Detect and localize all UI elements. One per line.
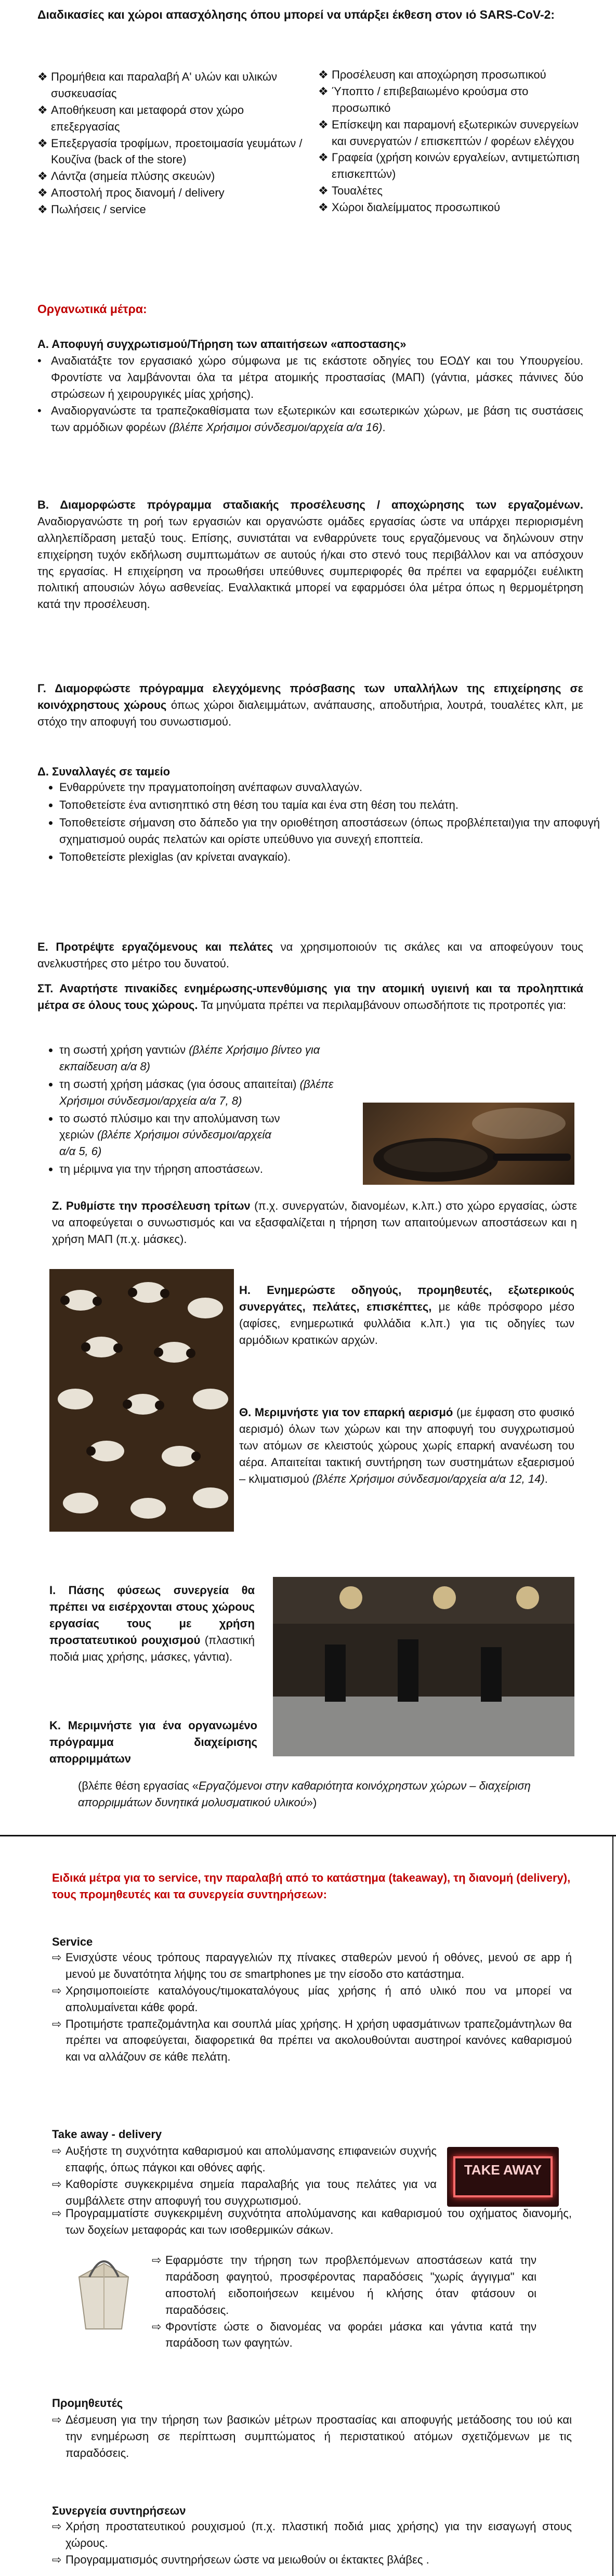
list-item: ❖ Λάντζα (σημεία πλύσης σκευών) [37,168,308,185]
maintenance-heading: Συνεργεία συντηρήσεων [52,2504,186,2517]
intro-title: Διαδικασίες και χώροι απασχόλησης όπου μπορεί να υπάρξει έκθεση στον ιό SARS-CoV-2: [37,8,555,21]
diamond-arrow-icon: ❖ [37,70,48,83]
sec-i: Ι. Πάσης φύσεως συνεργεία θα πρέπει να εισέρχονται στους χώρους εργασίας τους με χρήση προστατευτικού ρουχισμού (πλαστική ποδιά μιας χρήσης, μάσκες, γάντια). [49,1584,255,1663]
suppliers-heading: Προμηθευτές [52,2397,123,2410]
arrow-icon: ⇨ [52,2413,62,2426]
service-list [52,1949,572,2065]
sec-z: Ζ. Ρυθμίστε την προσέλευση τρίτων (π.χ. συνεργατών, διανομέων, κ.λπ.) στο χώρο εργασίας, ώστε να αποφεύγεται ο συνωστισμός και να εξασφαλίζεται η τήρηση των απαιτούμενων αποστάσεων και η χρήση ΜΑΠ (π.χ. μάσκες). [52,1199,577,1246]
maintenance-list [52,2518,572,2568]
sec-a-bullet-2: • Αναδιοργανώστε τα τραπεζοκαθίσματα των εξωτερικών και εσωτερικών χώρων, με βάση τις συστάσεις των αρμόδιων φορέων (βλέπε Χρήσιμοι σύνδεσμοι/αρχεία α/α 16). [37,404,583,434]
arrow-icon: ⇨ [52,1984,62,1997]
page-edge-line [612,1835,613,2576]
kitchen-icon [273,1577,574,1756]
list-item: ⇨ Χρήση προστατευτικού ρουχισμού (π.χ. πλαστική ποδιά μιας χρήσης) για την εισαγωγή στους χώρους. [52,2518,572,2552]
arrow-icon: ⇨ [52,2144,62,2157]
list-item: ❖ Πωλήσεις / service [37,201,308,218]
sec-g: Γ. Διαμορφώστε πρόγραμμα ελεγχόμενης πρόσβασης των υπαλλήλων της επιχείρησης σε κοινόχρηστους χώρους όπως χώροι διαλειμμάτων, ανάπαυσης, αποδυτήρια, λουτρά, τουαλέτες κλπ, με στόχο την αποφυγή του συνωστισμού. [37,682,583,728]
takeaway-sign-text: TAKE AWAY [453,2156,553,2197]
list-item: ❖ Προσέλευση και αποχώρηση προσωπικού [318,67,583,83]
list-item: • τη σωστή χρήση γαντιών (βλέπε Χρήσιμο βίντεο για εκπαίδευση α/α 8) [59,1042,371,1075]
sec-st: ΣΤ. Αναρτήστε πινακίδες ενημέρωσης-υπενθύμισης για την ατομική υγιεινή και τα προληπτικά μέτρα σε όλους τους χώρους. Τα μηνύματα πρέπει να περιλαμβάνουν οπωσδήποτε τις προτροπές για: [37,982,583,1012]
diamond-arrow-icon: ❖ [318,184,329,198]
intro-right-list [318,67,583,216]
diamond-arrow-icon: ❖ [318,68,329,81]
list-item: ⇨ Προγραμματισμός συντηρήσεων ώστε να μειωθούν οι έκτακτες βλάβες . [52,2552,572,2568]
list-item: • τη μέριμνα για την τήρηση αποστάσεων. [59,1161,371,1177]
cooking-pan-photo [363,1103,574,1185]
list-item: ❖ Αποστολή προς διανομή / delivery [37,185,308,201]
restaurant-photo [49,1269,234,1532]
takeaway-box-photo [63,2246,144,2333]
list-item: ⇨ Προγραμματίστε συγκεκριμένη συχνότητα απολύμανσης και καθαρισμού του οχήματος διανομής, των δοχείων μεταφοράς και των ισοθερμικών σάκων. [52,2205,572,2238]
list-item: ⇨ Ενισχύστε νέους τρόπους παραγγελιών πχ πίνακες σταθερών μενού ή οθόνες, μενού σε app ή μενού με δυνατότητα λήψης του σε smartphones με την είσοδο στο κατάστημα. [52,1949,572,1983]
list-item: ❖ Επίσκεψη και παραμονή εξωτερικών συνεργείων και συνεργατών / επισκεπτών / φορέων ελέγχου [318,116,583,150]
list-item: • Ενθαρρύνετε την πραγματοποίηση ανέπαφων συναλλαγών. [59,779,600,796]
list-item: • Τοποθετείστε plexiglas (αν κρίνεται αναγκαίο). [59,849,600,865]
diamond-arrow-icon: ❖ [37,170,48,183]
arrow-icon: ⇨ [52,2553,62,2566]
arrow-icon: ⇨ [52,1951,62,1964]
org-heading: Οργανωτικά μέτρα: [37,302,147,316]
takeaway-heading: Take away - delivery [52,2128,162,2141]
kitchen-photo [273,1577,574,1756]
list-item: ❖ Τουαλέτες [318,183,583,199]
list-item: ⇨ Δέσμευση για την τήρηση των βασικών μέτρων προστασίας και αποφυγής μετάδοσης του ιού και την ενημέρωση σε περίπτωση συμπτώματος ή περιστατικού ατόμων σχετιζόμενων με τις παραδόσεις. [52,2412,572,2462]
restaurant-tables-icon [49,1269,234,1532]
takeaway-box-icon [63,2246,144,2333]
sec-a-heading: Α. Αποφυγή συγχρωτισμού/Τήρηση των απαιτήσεων «αποστασης» [37,338,407,351]
diamond-arrow-icon: ❖ [37,186,48,200]
diamond-arrow-icon: ❖ [318,151,329,164]
diamond-arrow-icon: ❖ [37,136,48,150]
sec-d-heading: Δ. Συναλλαγές σε ταμείο [37,765,171,778]
list-item: ❖ Επεξεργασία τροφίμων, προετοιμασία γευμάτων / Κουζίνα (back of the store) [37,135,308,169]
list-item: • Τοποθετείστε σήμανση στο δάπεδο για την οριοθέτηση αποστάσεων (όπως προβλέπεται)για την αποφυγή σχηματισμού ουράς πελατών και ορίστε υπεύθυνο για συνεχή εποπτεία. [59,814,600,848]
list-item: • τη σωστή χρήση μάσκας (για όσους απαιτείται) (βλέπε Χρήσιμοι σύνδεσμοι/αρχεία α/α 7, 8) [59,1076,371,1109]
sec-a-body [37,353,583,435]
list-item: ❖ Προμήθεια και παραλαβή Α' υλών και υλικών συσκευασίας [37,69,308,102]
diamond-arrow-icon: ❖ [318,201,329,214]
page-divider [0,1835,616,1836]
diamond-arrow-icon: ❖ [318,118,329,131]
list-item: ⇨ Χρησιμοποιείστε καταλόγους/τιμοκαταλόγους μίας χρήσης ή από υλικό που να μπορεί να απολυμαίνεται κάθε φορά. [52,1983,572,2016]
sec-h: Η. Ενημερώστε οδηγούς, προμηθευτές, εξωτερικούς συνεργάτες, πελάτες, επισκέπτες, με κάθε πρόσφορο μέσο (αφίσες, ενημερωτικά φυλλάδια κ.λπ.) για τις οδηγίες των αρμόδιων κρατικών αρχών. [239,1284,574,1347]
takeaway-list [52,2143,437,2209]
takeaway-sub-list [152,2252,536,2351]
sec-st-list [42,1042,371,1179]
list-item: ⇨ Εφαρμόστε την τήρηση των προβλεπόμενων αποστάσεων κατά την παράδοση φαγητού, προσφέροντας παραδόσεις "χωρίς άγγιγμα" και αποστολή ειδοποιήσεων κειμένου ή κλήσης όταν φτάσουν οι παραδόσεις. [152,2252,536,2319]
diamond-arrow-icon: ❖ [37,203,48,216]
service-heading: Service [52,1935,93,1948]
list-item: ⇨ Καθορίστε συγκεκριμένα σημεία παραλαβής για τους πελάτες για να συμβάλλετε στην αποφυγή του συγχρωτισμού. [52,2176,437,2209]
list-item: • το σωστό πλύσιμο και την απολύμανση των χεριών (βλέπε Χρήσιμοι σύνδεσμοι/αρχεία α/α 5, 6) [59,1110,283,1160]
list-item: ❖ Ύποπτο / επιβεβαιωμένο κρούσμα στο προσωπικό [318,83,583,116]
list-item: ❖ Χώροι διαλείμματος προσωπικού [318,199,583,216]
arrow-icon: ⇨ [152,2320,162,2333]
arrow-icon: ⇨ [52,2520,62,2533]
suppliers-list [52,2412,572,2462]
sec-k-lead: Κ. Μεριμνήστε για ένα οργανωμένο πρόγραμμα διαχείρισης απορριμμάτων [49,1719,257,1765]
arrow-icon: ⇨ [152,2254,162,2267]
sec-e: Ε. Προτρέψτε εργαζόμενους και πελάτες να χρησιμοποιούν τις σκάλες και να αποφεύγουν τους ανελκυστήρες στο μέτρο του δυνατού. [37,940,583,970]
list-item: • Τοποθετείστε ένα αντισηπτικό στη θέση του ταμία και ένα στη θέση του πελάτη. [59,797,600,813]
takeaway-sign-photo [447,2147,559,2207]
list-item: ⇨ Φροντίστε ώστε ο διανομέας να φοράει μάσκα και γάντια κατά την παράδοση των φαγητών. [152,2319,536,2352]
special-heading: Ειδικά μέτρα για το service, την παραλαβή από το κατάστημα (takeaway), τη διανομή (delivery), τους προμηθευτές και τα συνεργεία συντηρήσεων: [52,1871,571,1901]
list-item: ❖ Αποθήκευση και μεταφορά στον χώρο επεξεργασίας [37,102,308,135]
sec-a-bullet-1: • Αναδιατάξτε τον εργασιακό χώρο σύμφωνα με τις εκάστοτε οδηγίες του ΕΟΔΥ και του Υπουργείου. Φροντίστε να λαμβάνονται όλα τα μέτρα ατομικής προστασίας (ΜΑΠ) (γάντια, μάσκες πάνινες δύο στρώσεων ή χειρουργικές μίας χρήσης). [37,354,583,400]
list-item: ❖ Γραφεία (χρήση κοινών εργαλείων, αντιμετώπιση επισκεπτών) [318,149,583,183]
diamond-arrow-icon: ❖ [318,84,329,98]
list-item: ⇨ Προτιμήστε τραπεζομάντηλα και σουπλά μίας χρήσης. Η χρήση υφασμάτινων τραπεζομάντηλων θα πρέπει να αποφεύγεται, διαφορετικά θα πρέπει να ακολουθούνται αυστηροί κανόνες καθαρισμού και να αλλάζουν σε κάθε πελάτη. [52,2016,572,2066]
sec-k-body: (βλέπε θέση εργασίας «Εργαζόμενοι στην καθαριότητα κοινόχρηστων χώρων – διαχείριση απορριμμάτων δυνητικά μολυσματικού υλικού») [78,1779,531,1809]
arrow-icon: ⇨ [52,2017,62,2030]
diamond-arrow-icon: ❖ [37,103,48,116]
arrow-icon: ⇨ [52,2177,62,2191]
arrow-icon: ⇨ [52,2207,62,2220]
takeaway-list-2 [52,2205,572,2238]
pan-icon [363,1103,574,1185]
sec-th: Θ. Μεριμνήστε για τον επαρκή αερισμό (με έμφαση στο φυσικό αερισμό) όλων των χώρων και την αποφυγή του συγχρωτισμού των ατόμων σε κλειστούς χώρους χωρίς επαρκή ανανέωση του αέρα. Απαιτείται τακτική συντήρηση των συστημάτων εξαερισμού – κλιματισμού (βλέπε Χρήσιμοι σύνδεσμοι/αρχεία α/α 12, 14). [239,1406,575,1485]
sec-d-list [42,779,600,866]
intro-left-list [37,69,308,218]
list-item: ⇨ Αυξήστε τη συχνότητα καθαρισμού και απολύμανσης επιφανειών συχνής επαφής, όπως πάγκοι και οθόνες αφής. [52,2143,437,2176]
sec-b: Β. Διαμορφώστε πρόγραμμα σταδιακής προσέλευσης / αποχώρησης των εργαζομένων. Αναδιοργανώστε τη ροή των εργασιών και οργανώστε ομάδες εργασίας ώστε να υπάρχει περιορισμένη αλληλεπίδραση μεταξύ τους. Επίσης, συνιστάται να ενθαρρύνετε τους εργαζόμενους να δηλώνουν στην επιχείρηση τυχόν εκδήλωση συμπτωμάτων σε αυτούς ή/και στο στενό τους περιβάλλον και να απόσχουν της εργασίας. Η επιχείρηση να προωθήσει υπεύθυνες συμπεριφορές θα πρέπει να εφαρμόζει ευέλικτη πολιτική απουσιών λόγω ασθενείας. Εναλλακτικά μπορεί να εφαρμόσει όλα μέτρα όπως η θερμομέτρηση κατά την προσέλευση. [37,498,583,611]
